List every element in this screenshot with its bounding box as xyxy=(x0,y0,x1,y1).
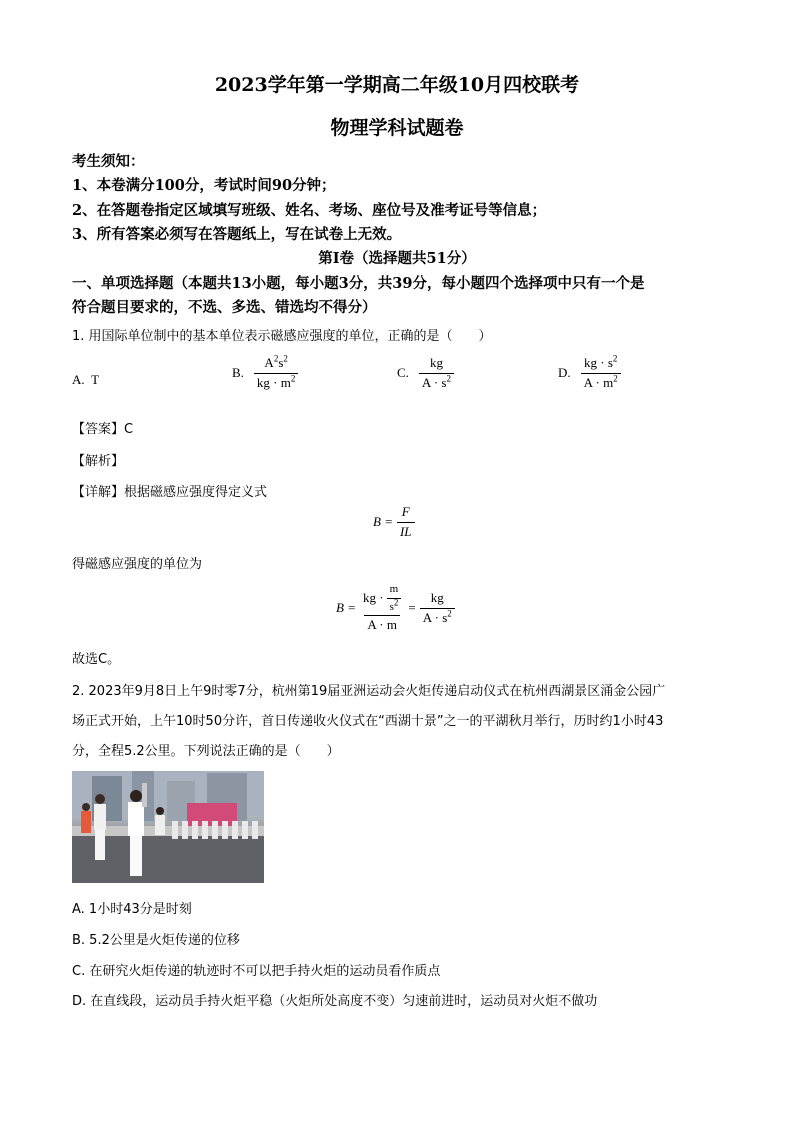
formula-unit: B = kg · $\frac{m}{s^2}$ A · m = $\frac{kg}{A \cdot s^2}$ xyxy=(336,583,455,633)
q1-unit-text: 得磁感应强度的单位为 xyxy=(72,557,203,572)
exam-title: 2023学年第一学期高二年级10月四校联考 xyxy=(214,74,580,96)
q1-answer: 【答案】C xyxy=(72,422,134,437)
notice-item-1: 1、本卷满分100分，考试时间90分钟； xyxy=(72,177,336,194)
section-heading-line2: 符合题目要求的，不选、多选、错选均不得分） xyxy=(72,299,377,316)
notice-item-3: 3、所有答案必须写在答题纸上，写在试卷上无效。 xyxy=(72,226,402,243)
q1-option-d: D. $\frac{kg \cdot s^2}{A \cdot m^2}$ xyxy=(558,356,621,391)
q2-option-a: A. 1小时43分是时刻 xyxy=(72,902,192,917)
formula-definition: B = $\frac{F}{IL}$ xyxy=(373,505,415,540)
section-heading-line1: 一、单项选择题（本题共13小题，每小题3分，共39分，每小题四个选择项中只有一个是 xyxy=(72,275,645,292)
notice-heading: 考生须知： xyxy=(72,153,145,170)
q1-conclusion: 故选C。 xyxy=(72,652,121,667)
q2-option-c: C. 在研究火炬传递的轨迹时不可以把手持火炬的运动员看作质点 xyxy=(72,964,441,979)
q2-option-b: B. 5.2公里是火炬传递的位移 xyxy=(72,933,240,948)
q1-option-c: C. $\frac{kg}{A \cdot s^2}$ xyxy=(397,356,454,391)
q2-option-d: D. 在直线段，运动员手持火炬平稳（火炬所处高度不变）匀速前进时，运动员对火炬不做功 xyxy=(72,994,598,1009)
q1-analysis-label: 【解析】 xyxy=(72,454,125,469)
torch-relay-photo xyxy=(72,771,264,883)
notice-item-2: 2、在答题卷指定区域填写班级、姓名、考场、座位号及准考证号等信息； xyxy=(72,202,547,219)
q2-stem-line2: 场正式开始，上午10时50分许，首日传递收火仪式在“西湖十景”之一的平湖秋月举行，历时约1小时43 xyxy=(72,714,664,729)
q1-stem: 1. 用国际单位制中的基本单位表示磁感应强度的单位，正确的是（ ） xyxy=(72,329,492,344)
q1-option-a: A. T xyxy=(72,372,100,387)
part1-title: 第Ⅰ卷（选择题共51分） xyxy=(318,250,476,267)
q1-option-b: B. $\frac{A^2s^2}{kg \cdot m^2}$ xyxy=(232,356,298,391)
q2-stem-line1: 2. 2023年9月8日上午9时零7分，杭州第19届亚洲运动会火炬传递启动仪式在杭州西湖景区涌金公园广 xyxy=(72,684,666,699)
q2-stem-line3: 分，全程5.2公里。下列说法正确的是（ ） xyxy=(72,744,340,759)
q1-detail: 【详解】根据磁感应强度得定义式 xyxy=(72,485,268,500)
exam-subtitle: 物理学科试题卷 xyxy=(330,117,464,139)
